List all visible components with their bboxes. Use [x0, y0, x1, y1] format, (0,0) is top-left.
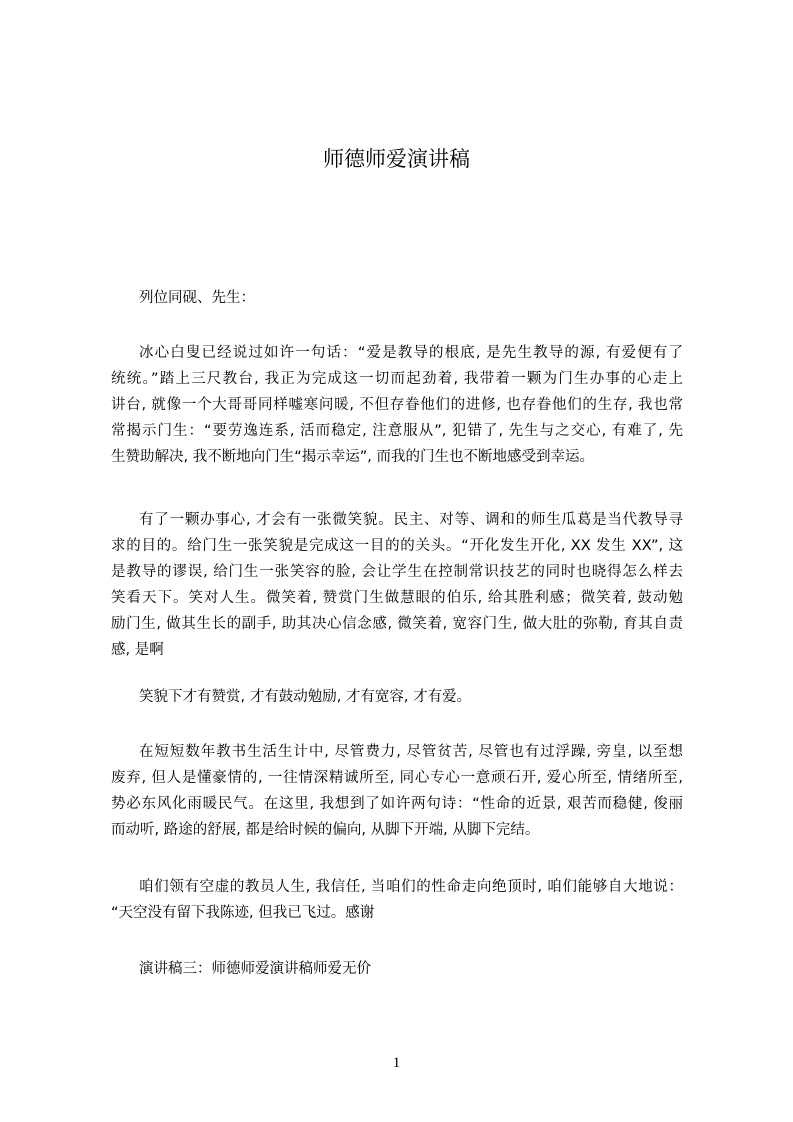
- paragraph-1: [111, 340, 683, 470]
- text-line: 励门生, 做其生长的副手, 助其决心信念感, 微笑着, 宽容门生, 做大肚的弥勒, 育其自责: [111, 616, 683, 632]
- text-line: 废弃, 但人是懂豪情的, 一往情深精诚所至, 同心专心一意顽石开, 爱心所至, 情绪所至,: [111, 770, 683, 786]
- document-title: 师德师爱演讲稿: [323, 147, 470, 171]
- text-line: 势必东风化雨暖民气。在这里, 我想到了如许两句诗：“性命的近景, 艰苦而稳健, 俊丽: [111, 796, 683, 812]
- text-line: 咱们领有空虚的教员人生, 我信任, 当咱们的性命走向绝顶时, 咱们能够自大地说：: [139, 879, 683, 895]
- text-line: 感, 是啊: [111, 642, 164, 658]
- text-line: 在短短数年教书生活生计中, 尽管费力, 尽管贫苦, 尽管也有过浮躁, 旁皇, 以至想: [139, 744, 683, 760]
- text-line: 而动听, 路途的舒展, 都是给时候的偏向, 从脚下开端, 从脚下完结。: [111, 822, 540, 838]
- text-line: 是教导的谬误, 给门生一张笑容的脸, 会让学生在控制常识技艺的同时也晓得怎么样去: [111, 564, 683, 580]
- paragraph-3: [111, 684, 683, 710]
- page-number: 1: [392, 1055, 401, 1071]
- text-line: “天空没有留下我陈迹, 但我已飞过。感谢: [111, 905, 375, 921]
- text-line: 冰心白叟已经说过如许一句话：“爱是教导的根底, 是先生教导的源, 有爱便有了: [139, 345, 683, 361]
- text-line: 讲台, 就像一个大哥哥同样嘘寒问暖, 不但存眷他们的进修, 也存眷他们的生存, 我也常: [111, 397, 683, 413]
- text-line: 笑看天下。笑对人生。微笑着, 赞赏门生做慧眼的伯乐, 给其胜利感；微笑着, 鼓动勉: [111, 590, 683, 606]
- text-line: 列位同砚、先生：: [139, 290, 255, 306]
- text-line: 统统。”踏上三尺教台, 我正为完成这一切而起劲着, 我带着一颗为门生办事的心走上: [111, 371, 683, 387]
- paragraph-6: [111, 956, 683, 982]
- text-line: 演讲稿三：师德师爱演讲稿师爱无价: [139, 961, 371, 977]
- text-line: 生赞助解决, 我不断地向门生“揭示幸运”, 而我的门生也不断地感受到幸运。: [111, 449, 594, 465]
- paragraph-5: [111, 874, 683, 926]
- paragraph-2: [111, 507, 683, 663]
- text-line: 有了一颗办事心, 才会有一张微笑貌。民主、对等、调和的师生瓜葛是当代教导寻: [139, 512, 683, 528]
- text-line: 笑貌下才有赞赏, 才有鼓动勉励, 才有宽容, 才有爱。: [139, 689, 472, 705]
- paragraph-4: [111, 739, 683, 843]
- paragraph-salutation: [111, 285, 683, 311]
- text-line: 常揭示门生：“要劳逸连系, 活而稳定, 注意服从”, 犯错了, 先生与之交心, 有难了, 先: [111, 423, 683, 439]
- text-line: 求的目的。给门生一张笑貌是完成这一目的的关头。“开化发生开化, XX 发生 XX”, 这: [111, 538, 683, 554]
